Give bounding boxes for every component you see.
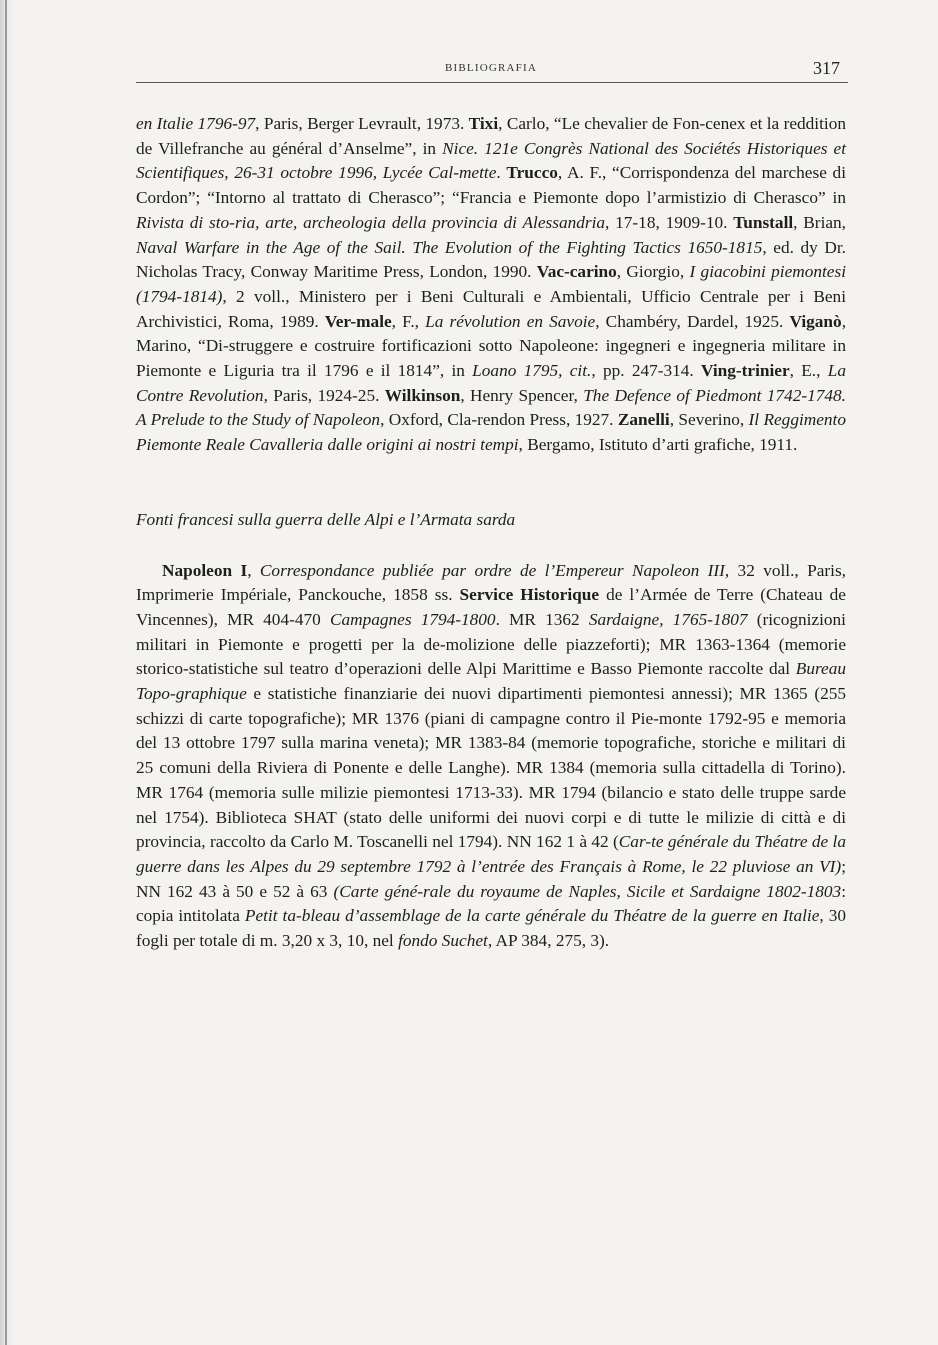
citation-text: , Paris, Berger Levrault, 1973. bbox=[255, 114, 469, 133]
citation-text: . bbox=[496, 163, 507, 183]
author-surname: Service Historique bbox=[459, 585, 600, 605]
work-title: Correspondance publiée par ordre de l’Empereur Napoleon III bbox=[259, 560, 725, 580]
work-title: Campagnes 1794-1800 bbox=[329, 609, 496, 629]
citation-text: . MR 1362 bbox=[495, 609, 589, 629]
page-header bbox=[136, 58, 846, 80]
citation-text: , 17-18, 1909-10. bbox=[605, 212, 734, 232]
work-title: Sardaigne, 1765-1807 bbox=[588, 609, 748, 629]
citation-text: (ricognizioni militari in Piemonte e progetti per la de-molizione delle piazzeforti); MR 1363-1364 (memorie storico-statistiche sul teatro d’operazioni delle Alpi Marittime e Basso Piemonte raccolte dal bbox=[136, 609, 846, 679]
citation-text: , AP 384, 275, 3). bbox=[487, 931, 610, 951]
citation-text: , Chambéry, Dardel, 1925. bbox=[595, 311, 790, 331]
citation-text: , A. F., “Corrispondenza del marchese di Cordon”; “Intorno al trattato di Cherasco”; “Francia e Piemonte dopo l’armistizio di Cherasco” in bbox=[136, 163, 846, 208]
page-body bbox=[136, 112, 846, 954]
citation-text: e statistiche finanziarie dei nuovi dipartimenti piemontesi annessi); MR 1365 (255 schizzi di carte topografiche); MR 1376 (piani di campagne contro il Pie-monte 1792-95 e memoria del 13 ottobre 1797 sulla marina veneta); MR 1383-84 (memorie topografiche, storiche e militari di 25 comuni della Riviera di Ponente e delle Langhe). MR 1384 (memoria sulla cittadella di Torino). MR 1764 (memoria sulle milizie piemontesi 1713-33). MR 1794 (bilancio e stato delle truppe sarde nel 1754). Biblioteca SHAT (stato delle uniformi dei nuovi corpi e di tutte le milizie di città e di provincia, raccolto da Carlo M. Toscanelli nel 1794). NN 162 1 à 42 ( bbox=[136, 684, 846, 852]
author-surname: Ving-trinier bbox=[701, 361, 790, 381]
work-title: (Carte géné-rale du royaume de Naples, Sicile et Sardaigne 1802-1803 bbox=[333, 881, 842, 901]
author-surname: Ver-male bbox=[324, 311, 392, 331]
citation-text: , E., bbox=[789, 361, 828, 381]
citation-text: , ed. dy Dr. Nicholas Tracy, Conway Maritime Press, London, 1990. bbox=[136, 237, 847, 282]
citation-text: , Henry Spencer, bbox=[460, 385, 584, 405]
work-title: La Contre Revolution bbox=[136, 361, 846, 405]
author-surname: Wilkinson bbox=[384, 385, 461, 405]
citation-text: , bbox=[247, 560, 260, 580]
work-title: Rivista di sto-ria, arte, archeologia della provincia di Alessandria bbox=[136, 212, 606, 232]
citation-text: , Giorgio, bbox=[616, 262, 690, 282]
citation-text: : copia intitolata bbox=[136, 881, 846, 926]
header-rule bbox=[136, 82, 848, 83]
work-title: I giacobini piemontesi (1794-1814) bbox=[136, 262, 847, 306]
citation-text: , Paris, 1924-25. bbox=[263, 385, 385, 405]
work-title: The Defence of Piedmont 1742-1748. A Prelude to the Study of Napoleon bbox=[136, 385, 846, 430]
work-title: Bureau Topo-graphique bbox=[136, 659, 846, 704]
citation-text: , Carlo, “Le chevalier de Fon-cenex et la reddition de Villefranche au général d’Anselme”, in bbox=[136, 114, 846, 158]
citation-text: , Oxford, Cla-rendon Press, 1927. bbox=[380, 410, 618, 430]
citation-text: , Bergamo, Istituto d’arti grafiche, 1911. bbox=[518, 435, 798, 455]
work-title: en Italie 1796-97 bbox=[136, 114, 256, 133]
citation-text: ; NN 162 43 à 50 e 52 à 63 bbox=[136, 856, 846, 901]
work-title: Nice. 121e Congrès National des Sociétés Historiques et Scientifiques, 26-31 octobre 1996, Lycée Cal-mette bbox=[136, 138, 846, 183]
author-surname: Napoleon I bbox=[162, 560, 248, 580]
running-title: BIBLIOGRAFIA bbox=[444, 62, 537, 74]
work-title: La révolution en Savoie bbox=[425, 311, 596, 331]
citation-text: , Marino, “Di-struggere e costruire fortificazioni sotto Napoleone: ingegneri e ingegneria militare in Piemonte e Liguria tra il 1796 e il 1814”, in bbox=[136, 311, 847, 381]
citation-text: de l’Armée de Terre (Chateau de Vincennes), MR 404-470 bbox=[136, 585, 846, 629]
bibliography-paragraph-french-sources bbox=[136, 559, 846, 954]
author-surname: Vac-carino bbox=[536, 262, 617, 282]
citation-text: , Severino, bbox=[669, 410, 749, 430]
author-surname: Tixi bbox=[468, 114, 499, 133]
work-title: Il Reggimento Piemonte Reale Cavalleria dalle origini ai nostri tempi bbox=[136, 410, 846, 455]
work-title: Loano 1795, cit. bbox=[472, 361, 592, 381]
citation-text: , 32 voll., Paris, Imprimerie Impériale, Panckouche, 1858 ss. bbox=[136, 560, 846, 605]
author-surname: Trucco bbox=[506, 163, 558, 183]
author-surname: Viganò bbox=[789, 311, 842, 331]
citation-text: , pp. 247-314. bbox=[591, 361, 702, 381]
scan-gutter-shadow bbox=[0, 0, 14, 1345]
page-number: 317 bbox=[813, 58, 840, 78]
work-title: Petit ta-bleau d’assemblage de la carte générale du Théatre de la guerre en Italie bbox=[244, 906, 820, 926]
work-title: fondo Suchet bbox=[398, 931, 488, 951]
citation-text: , F., bbox=[391, 311, 426, 331]
citation-text: , Brian, bbox=[793, 212, 846, 232]
author-surname: Zanelli bbox=[617, 410, 670, 430]
work-title: Naval Warfare in the Age of the Sail. The Evolution of the Fighting Tactics 1650-1815 bbox=[136, 237, 763, 257]
scan-gutter-line bbox=[5, 0, 7, 1345]
citation-text: , 30 fogli per totale di m. 3,20 x 3, 10, nel bbox=[136, 906, 847, 951]
citation-text: , 2 voll., Ministero per i Beni Culturali e Ambientali, Ufficio Centrale per i Beni Archivistici, Roma, 1989. bbox=[136, 286, 846, 331]
section-title: Fonti francesi sulla guerra delle Alpi e l’Armata sarda bbox=[136, 509, 516, 529]
author-surname: Tunstall bbox=[733, 212, 794, 232]
work-title: Car-te générale du Théatre de la guerre dans les Alpes du 29 septembre 1792 à l’entrée des Français à Rome, le 22 pluviose an VI) bbox=[136, 832, 846, 876]
bibliography-paragraph-continued bbox=[136, 112, 846, 458]
